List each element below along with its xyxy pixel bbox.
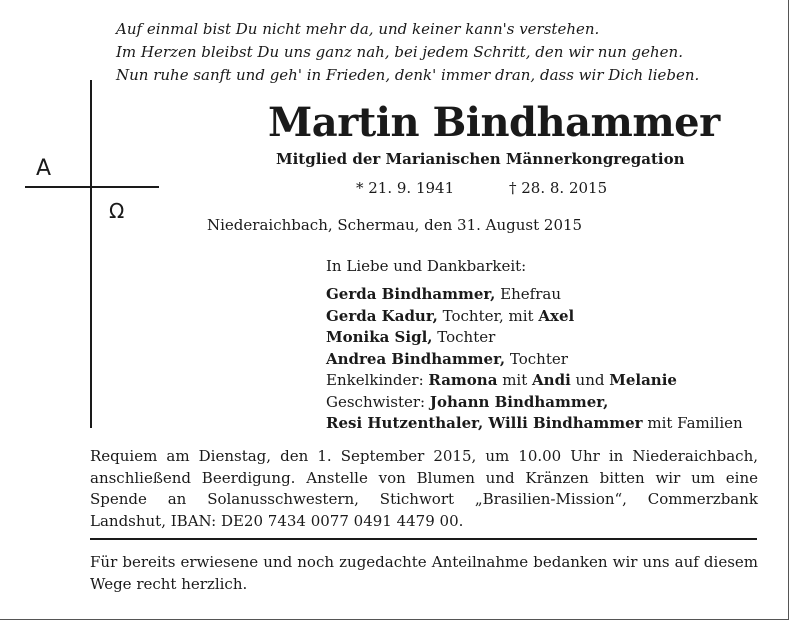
mourner-name: Gerda Bindhammer,: [326, 285, 496, 303]
mourner-name: Andi: [532, 371, 571, 389]
mourner-line: [326, 284, 743, 306]
mourner-relation: und: [570, 371, 610, 389]
mourner-name: Gerda Kadur,: [326, 306, 438, 325]
deceased-name: Martin Bindhammer: [268, 99, 720, 146]
mourner-relation: Tochter: [505, 349, 568, 368]
alpha-symbol: A: [36, 156, 52, 181]
mourner-relation: mit: [497, 371, 533, 389]
mourner-line: [326, 370, 743, 392]
place-date-line: Niederaichbach, Schermau, den 31. August 2015: [207, 216, 583, 234]
thanks-intro: In Liebe und Dankbarkeit:: [326, 257, 527, 275]
mourner-name: Monika Sigl,: [326, 328, 433, 346]
mourner-relation: Ehefrau: [495, 285, 561, 303]
death-date: † 28. 8. 2015: [509, 179, 608, 197]
omega-symbol: Ω: [109, 199, 125, 223]
mourner-name: Resi Hutzenthaler, Willi Bindhammer: [326, 414, 643, 432]
requiem-paragraph: Requiem am Dienstag, den 1. September 2015, um 10.00 Uhr in Niederaichbach, anschließend Beerdigung. Anstelle von Blumen und Kränzen bitten wir um eine Spende an Solanusschwestern, Stichwort „Brasilien-Mission“, Commerzbank Landshut, IBAN: DE20 7434 0077 0491 4479 00.: [90, 447, 758, 530]
mourner-line: [326, 349, 743, 371]
mourner-name: Axel: [538, 306, 575, 325]
cross-horizontal-bar: [25, 186, 159, 188]
mourner-relation: Tochter: [432, 328, 496, 346]
poem-line: Nun ruhe sanft und geh' in Frieden, denk' immer dran, dass wir Dich lieben.: [116, 66, 700, 84]
membership-line: Mitglied der Marianischen Männerkongregation: [276, 150, 685, 168]
mourner-relation: Geschwister:: [326, 392, 430, 411]
poem: [116, 18, 776, 87]
mourner-line: [326, 413, 743, 435]
mourner-line: [326, 327, 743, 349]
mourner-relation: mit Familien: [642, 414, 743, 432]
mourner-name: Ramona: [428, 371, 498, 389]
mourner-line: [326, 392, 743, 414]
closing-paragraph: Für bereits erwiesene und noch zugedachte Anteilnahme bedanken wir uns auf diesem Wege recht herzlich.: [90, 553, 758, 593]
mourner-line: [326, 306, 743, 328]
divider: [90, 538, 757, 540]
cross-vertical-bar: [90, 80, 92, 428]
poem-line: Auf einmal bist Du nicht mehr da, und keiner kann's verstehen.: [116, 20, 600, 38]
mourner-name: Melanie: [609, 371, 677, 389]
poem-line: Im Herzen bleibst Du uns ganz nah, bei jedem Schritt, den wir nun gehen.: [116, 43, 683, 61]
mourner-name: Andrea Bindhammer,: [326, 349, 506, 368]
mourner-relation: Enkelkinder:: [326, 371, 429, 389]
birth-date: * 21. 9. 1941: [356, 179, 455, 197]
mourners-list: [326, 284, 743, 435]
mourner-name: Johann Bindhammer,: [429, 392, 609, 411]
mourner-relation: Tochter, mit: [437, 306, 539, 325]
